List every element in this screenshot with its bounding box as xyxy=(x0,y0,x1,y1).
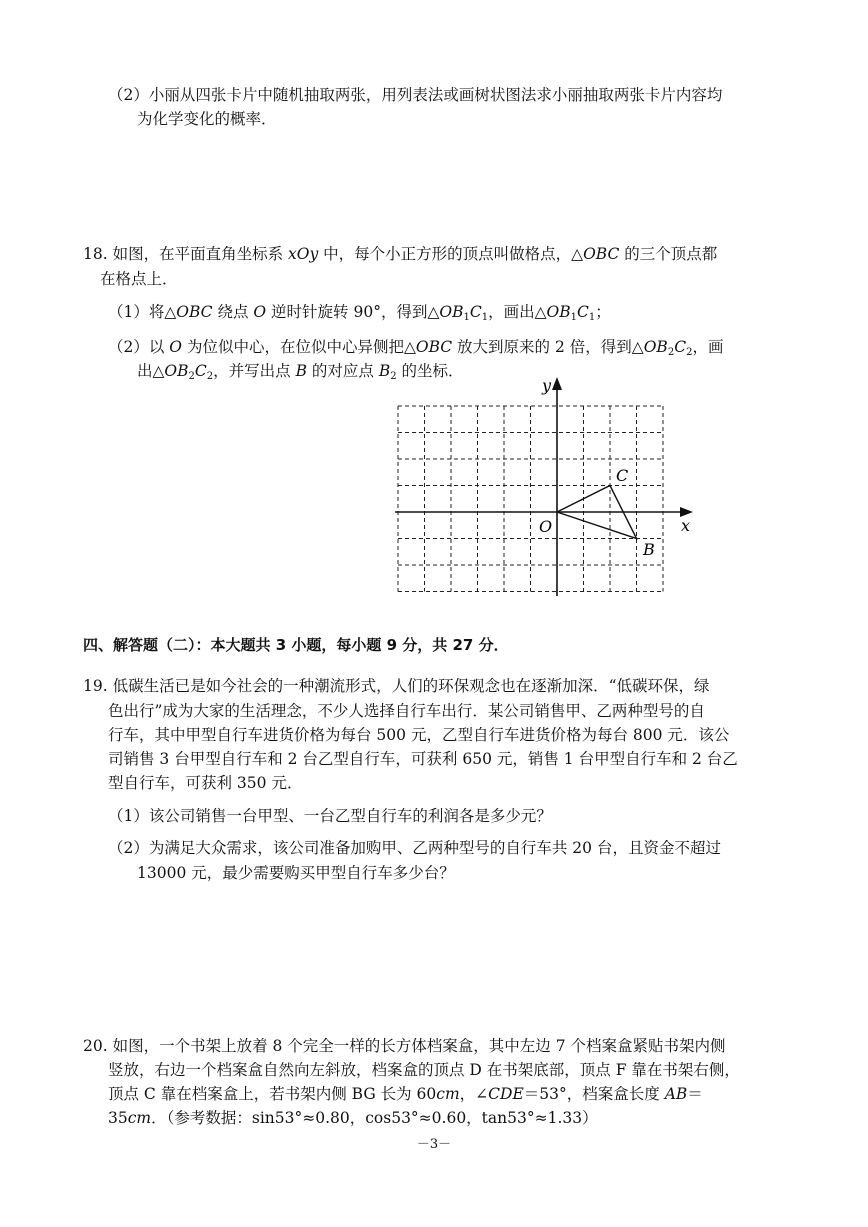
q19-part2-line1: （2）为满足大众需求，该公司准备加购甲、乙两种型号的自行车共 20 台，且资金不超过 xyxy=(108,839,721,857)
section4-title: 四、解答题（二）：本大题共 3 小题，每小题 9 分，共 27 分． xyxy=(83,636,509,654)
q20-line1: 20. 如图，一个书架上放着 8 个完全一样的长方体档案盒，其中左边 7 个档案盒紧贴书架内侧 xyxy=(83,1037,726,1055)
label-c: C xyxy=(616,466,629,485)
q18-part2-line1 xyxy=(108,336,723,358)
text: 的坐标． xyxy=(396,362,464,380)
text: 放大到原来的 2 倍，得到△ xyxy=(452,338,644,356)
q20-line2: 竖放，右边一个档案盒自然向左斜放，档案盒的顶点 D 在书架底部，顶点 F 靠在书架右侧， xyxy=(108,1061,740,1079)
text: ，画 xyxy=(692,338,724,356)
text: ＝ xyxy=(687,1085,703,1103)
var: C xyxy=(194,362,207,380)
var: OB xyxy=(643,338,668,356)
text: 顶点 C 靠在档案盒上，若书架内侧 BG 长为 60 xyxy=(108,1085,437,1103)
label-o: O xyxy=(539,517,553,536)
text: ，∠ xyxy=(459,1085,489,1103)
q18-line1 xyxy=(83,243,717,265)
q20-line4 xyxy=(108,1107,598,1129)
text: 35 xyxy=(108,1109,128,1127)
q19-line1: 19. 低碳生活已是如今社会的一种潮流形式，人们的环保观念也在逐渐加深．“低碳环保，绿 xyxy=(83,677,710,695)
unit: cm xyxy=(436,1085,460,1103)
text: ； xyxy=(595,303,611,321)
var: AB xyxy=(664,1085,688,1103)
text: 出△ xyxy=(137,362,165,380)
text: ，画出△ xyxy=(488,303,547,321)
text: （1）将△ xyxy=(108,303,177,321)
y-axis-arrow xyxy=(552,377,562,390)
var: OB xyxy=(546,303,571,321)
var: B xyxy=(295,362,307,380)
sub: 1 xyxy=(463,312,470,323)
var: O xyxy=(253,303,267,321)
text: （2）以 xyxy=(108,338,170,356)
var: CDE xyxy=(488,1085,524,1103)
q17-part2-line1: （2）小丽从四张卡片中随机抽取两张，用列表法或画树状图法求小丽抽取两张卡片内容均 xyxy=(108,86,723,104)
sub: 2 xyxy=(667,347,675,358)
var: C xyxy=(469,303,482,321)
var: O xyxy=(169,338,183,356)
axes xyxy=(395,377,693,596)
var: OBC xyxy=(583,245,620,263)
var: OBC xyxy=(415,338,453,356)
q19-part1: （1）该公司销售一台甲型、一台乙型自行车的利润各是多少元？ xyxy=(108,807,552,825)
q20-line3 xyxy=(108,1083,703,1105)
q19-line2: 色出行”成为大家的生活理念，不少人选择自行车出行．某公司销售甲、乙两种型号的自 xyxy=(108,702,705,720)
text: 18. 如图，在平面直角坐标系 xyxy=(83,245,289,263)
q19-line3: 行车，其中甲型自行车进货价格为每台 500 元，乙型自行车进货价格为每台 800 元．该公 xyxy=(108,726,730,744)
q19-part2-line2: 13000 元，最少需要购买甲型自行车多少台？ xyxy=(137,864,455,882)
coordinate-grid-figure xyxy=(385,372,705,602)
q18-part1 xyxy=(108,301,611,323)
page-number: －3－ xyxy=(416,1137,452,1152)
text: 的三个顶点都 xyxy=(619,245,718,263)
var: C xyxy=(674,338,687,356)
q17-part2-line2: 为化学变化的概率． xyxy=(137,110,277,128)
sub: 1 xyxy=(570,312,578,323)
text: 为位似中心，在位似中心异侧把△ xyxy=(182,338,416,356)
sub: 1 xyxy=(481,312,489,323)
label-b: B xyxy=(643,540,655,559)
grid-lines xyxy=(398,406,663,592)
var: B xyxy=(378,362,391,380)
sub: 1 xyxy=(588,312,596,323)
q19-line4: 司销售 3 台甲型自行车和 2 台乙型自行车，可获利 650 元，销售 1 台甲型自行车和 2 台乙 xyxy=(108,750,738,768)
text: ，并写出点 xyxy=(213,362,296,380)
sub: 2 xyxy=(390,371,397,382)
var: OB xyxy=(164,362,189,380)
sub: 2 xyxy=(188,371,195,382)
label-x: x xyxy=(681,516,691,535)
text: 的对应点 xyxy=(306,362,379,380)
text: 中，每个小正方形的顶点叫做格点，△ xyxy=(318,245,584,263)
var: OB xyxy=(439,303,464,321)
sub: 2 xyxy=(686,347,693,358)
sub: 2 xyxy=(206,371,214,382)
q19-line5: 型自行车，可获利 350 元． xyxy=(108,774,303,792)
var: C xyxy=(577,303,589,321)
label-y: y xyxy=(542,376,552,395)
var: OBC xyxy=(176,303,213,321)
q18-line2: 在格点上． xyxy=(100,270,178,288)
var: xOy xyxy=(288,245,319,263)
text: ．（参考数据：sin53°≈0.80，cos53°≈0.60，tan53°≈1.33） xyxy=(151,1109,598,1127)
text: 绕点 xyxy=(212,303,254,321)
text: 逆时针旋转 90°，得到△ xyxy=(266,303,440,321)
unit: cm xyxy=(127,1109,152,1127)
text: ＝53°，档案盒长度 xyxy=(523,1085,665,1103)
